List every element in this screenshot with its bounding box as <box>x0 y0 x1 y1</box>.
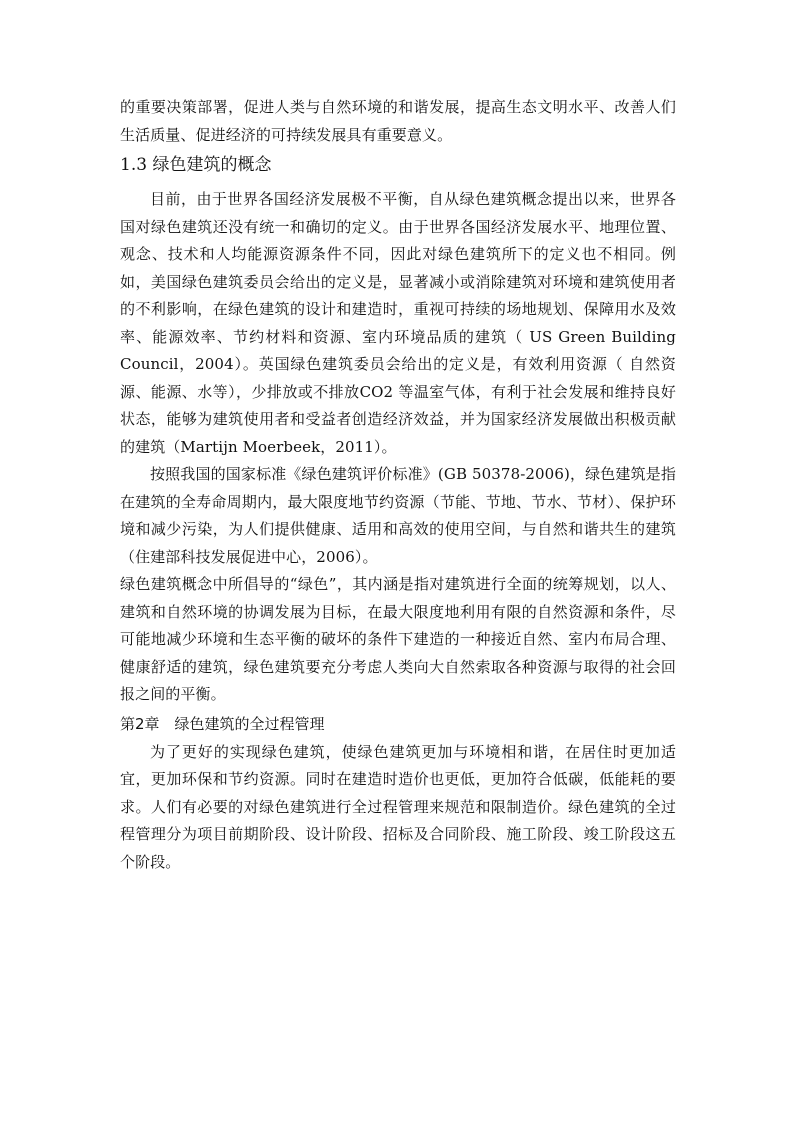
standard-paragraph: 按照我国的国家标准《绿色建筑评价标准》(GB 50378-2006)，绿色建筑是指在建筑的全寿命周期内，最大限度地节约资源（节能、节地、节水、节材）、保护环境和减少污染，为人们提供健康、适用和高效的使用空间，与自然和谐共生的建筑（住建部科技发展促进中心，2006）。 <box>120 465 676 566</box>
chapter-heading: 第2章 绿色建筑的全过程管理 <box>120 714 325 733</box>
intro-continuation-paragraph: 的重要决策部署，促进人类与自然环境的和谐发展，提高生态文明水平、改善人们生活质量、促进经济的可持续发展具有重要意义。 <box>120 98 676 144</box>
document-page <box>120 94 676 876</box>
section-heading: 1.3 绿色建筑的概念 <box>120 155 272 175</box>
management-paragraph: 为了更好的实现绿色建筑，使绿色建筑更加与环境相和谐，在居住时更加适宜，更加环保和节约资源。同时在建造时造价也更低，更加符合低碳，低能耗的要求。人们有必要的对绿色建筑进行全过程管理来规范和限制造价。绿色建筑的全过程管理分为项目前期阶段、设计阶段、招标及合同阶段、施工阶段、竣工阶段这五个阶段。 <box>120 742 676 871</box>
definition-paragraph: 目前，由于世界各国经济发展极不平衡，自从绿色建筑概念提出以来，世界各国对绿色建筑还没有统一和确切的定义。由于世界各国经济发展水平、地理位置、观念、技术和人均能源资源条件不同，因此对绿色建筑所下的定义也不相同。例如，美国绿色建筑委员会给出的定义是，显著减小或消除建筑对环境和建筑使用者的不利影响，在绿色建筑的设计和建造时，重视可持续的场地规划、保障用水及效率、能源效率、节约材料和资源、室内环境品质的建筑（ US Green Building Council，2004）。英国绿色建筑委员会给出的定义是，有效利用资源（ 自然资源、能源、水等），少排放或不排放CO2 等温室气体，有利于社会发展和维持良好状态，能够为建筑使用者和受益者创造经济效益，并为国家经济发展做出积极贡献的建筑（Martijn Moerbeek，2011）。 <box>120 190 676 456</box>
concept-paragraph: 绿色建筑概念中所倡导的“绿色”，其内涵是指对建筑进行全面的统筹规划，以人、建筑和自然环境的协调发展为目标，在最大限度地利用有限的自然资源和条件，尽可能地减少环境和生态平衡的破坏的条件下建造的一种接近自然、室内布局合理、健康舒适的建筑，绿色建筑要充分考虑人类向大自然索取各种资源与取得的社会回报之间的平衡。 <box>120 575 676 703</box>
